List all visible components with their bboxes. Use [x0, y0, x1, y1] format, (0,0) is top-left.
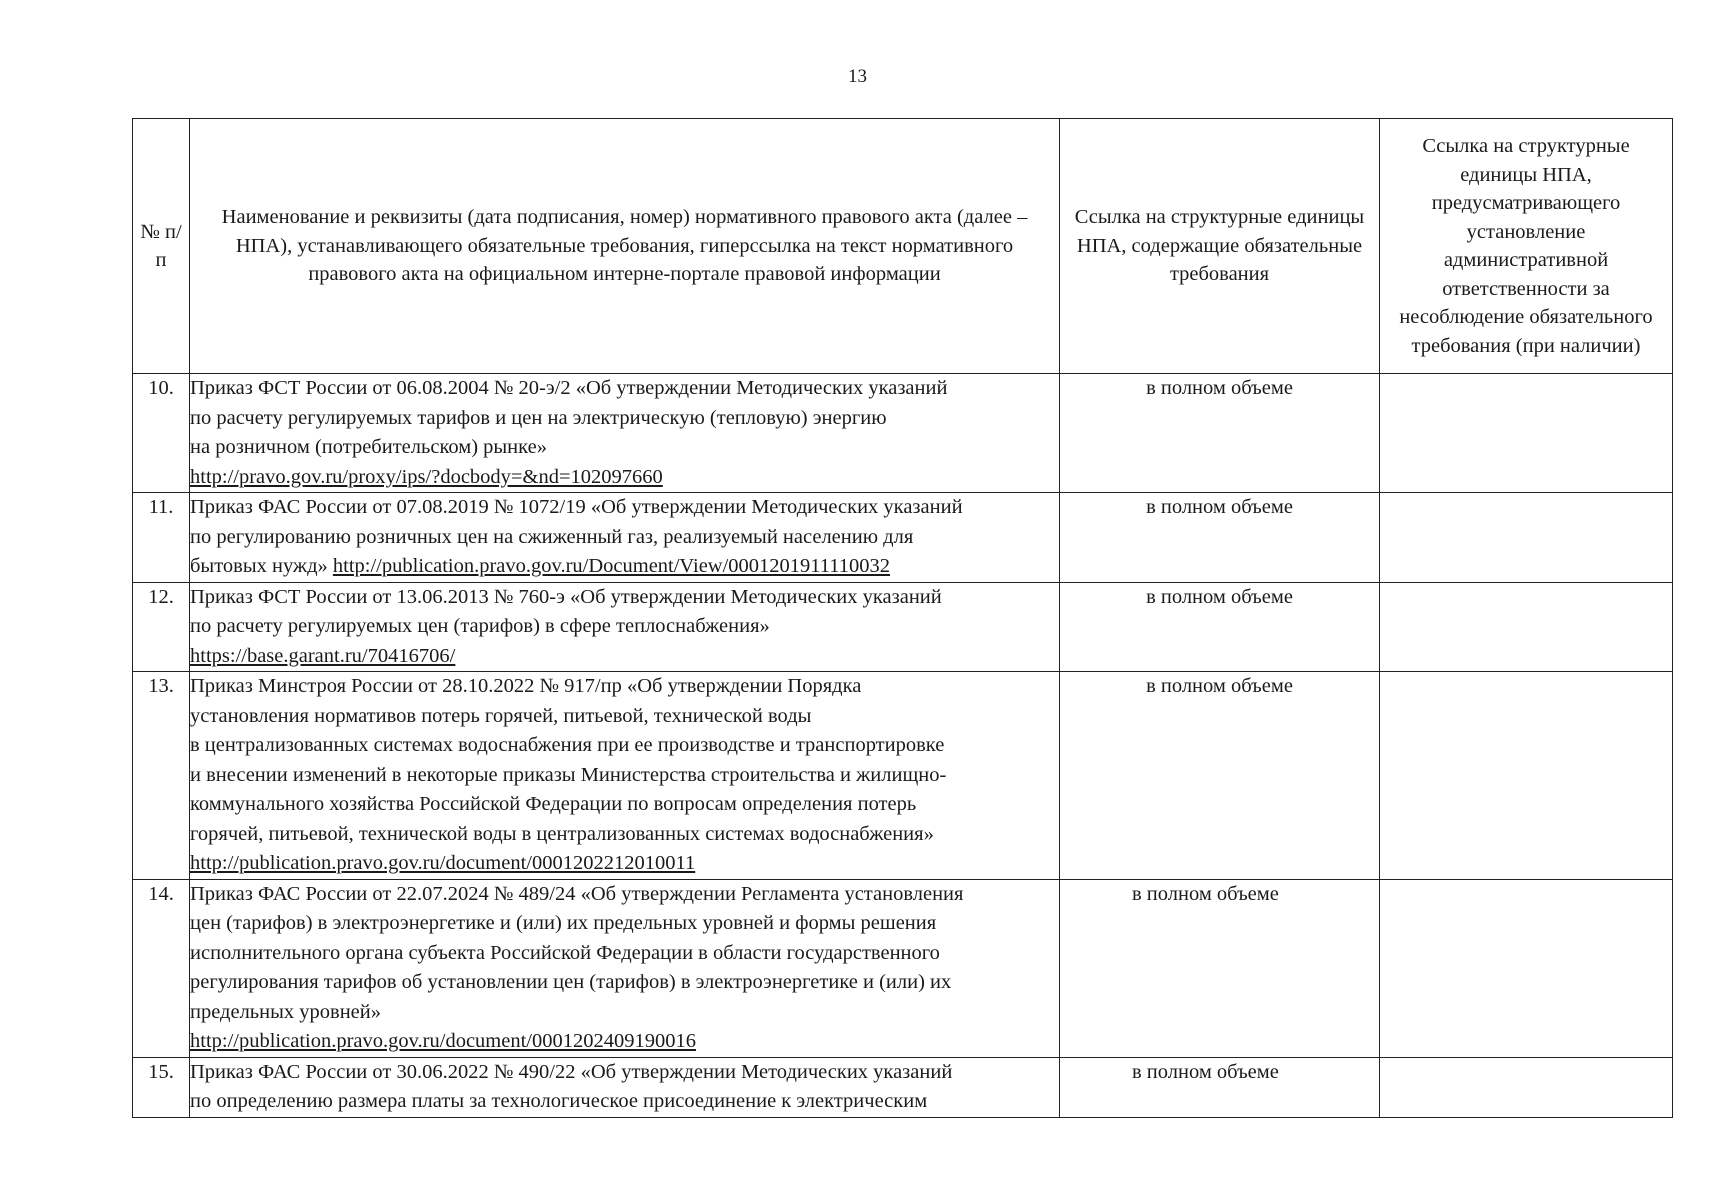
act-name	[190, 879, 1060, 1057]
act-name	[190, 582, 1060, 672]
act-name-line: Приказ ФАС России от 22.07.2024 № 489/24 «Об утверждении Регламента установления	[190, 882, 964, 905]
table-body	[133, 374, 1673, 1118]
act-link[interactable]: http://publication.pravo.gov.ru/Document/View/0001201911110032	[332, 555, 891, 577]
header-ref: Ссылка на структурные единицы НПА, содержащие обязательные требования	[1060, 119, 1380, 374]
row-number: 11.	[133, 493, 190, 583]
act-name-tail: бытовых нужд»	[190, 555, 333, 577]
act-link[interactable]: http://publication.pravo.gov.ru/document/0001202409190016	[190, 1030, 696, 1052]
act-link[interactable]: http://publication.pravo.gov.ru/document/0001202212010011	[190, 852, 696, 874]
act-name-line: предельных уровней»	[190, 1000, 381, 1023]
act-name-line: регулирования тарифов об установлении цен (тарифов) в электроэнергетике и (или) их	[190, 971, 952, 993]
act-link-line	[190, 642, 1059, 672]
admin-ref	[1380, 493, 1673, 583]
act-name-line: Приказ ФАС России от 07.08.2019 № 1072/19 «Об утверждении Методических указаний	[190, 496, 963, 518]
header-row	[133, 119, 1673, 374]
act-name	[190, 493, 1060, 583]
act-name-line: установления нормативов потерь горячей, питьевой, технической воды	[190, 704, 812, 727]
act-name-line: Приказ Минстроя России от 28.10.2022 № 917/пр «Об утверждении Порядка	[190, 675, 862, 697]
table-row	[133, 582, 1673, 672]
act-link-line	[190, 1027, 1059, 1057]
row-number: 15.	[133, 1057, 190, 1117]
row-number: 10.	[133, 374, 190, 493]
requirements-ref: в полном объеме	[1060, 493, 1380, 583]
admin-ref	[1380, 374, 1673, 493]
header-name: Наименование и реквизиты (дата подписания, номер) нормативного правового акта (далее – НПА), устанавливающего обязательные требования, гиперссылка на текст нормативного правового акта на официальном интерне-портале правовой информации	[190, 119, 1060, 374]
act-link[interactable]: https://base.garant.ru/70416706/	[190, 644, 456, 667]
table-row	[133, 374, 1673, 493]
header-num: № п/п	[133, 119, 190, 374]
act-name-line: и внесении изменений в некоторые приказы Министерства строительства и жилищно-	[190, 763, 947, 786]
row-number: 12.	[133, 582, 190, 672]
act-link-line	[190, 849, 1059, 879]
requirements-ref: в полном объеме	[1060, 879, 1380, 1057]
act-name	[190, 1057, 1060, 1117]
npa-table	[132, 118, 1673, 1118]
requirements-ref: в полном объеме	[1060, 672, 1380, 880]
row-number: 13.	[133, 672, 190, 880]
act-name-line: Приказ ФАС России от 30.06.2022 № 490/22 «Об утверждении Методических указаний	[190, 1060, 953, 1083]
act-name	[190, 374, 1060, 493]
table-row	[133, 672, 1673, 880]
admin-ref	[1380, 879, 1673, 1057]
act-name	[190, 672, 1060, 880]
header-admin: Ссылка на структурные единицы НПА, предусматривающего установление административной ответственности за несоблюдение обязательного требования (при наличии)	[1380, 119, 1673, 374]
admin-ref	[1380, 582, 1673, 672]
act-name-line: по расчету регулируемых цен (тарифов) в сфере теплоснабжения»	[190, 615, 770, 637]
act-name-line: Приказ ФСТ России от 06.08.2004 № 20-э/2 «Об утверждении Методических указаний	[190, 377, 948, 399]
table-row	[133, 493, 1673, 583]
page-number: 13	[848, 66, 867, 87]
act-name-line: по определению размера платы за технологическое присоединение к электрическим	[190, 1090, 928, 1112]
act-name-line: исполнительного органа субъекта Российской Федерации в области государственного	[190, 941, 940, 964]
act-name-line: горячей, питьевой, технической воды в централизованных системах водоснабжения»	[190, 822, 934, 845]
act-name-line: по регулированию розничных цен на сжиженный газ, реализуемый населению для	[190, 525, 914, 548]
row-number: 14.	[133, 879, 190, 1057]
act-name-line: в централизованных системах водоснабжения при ее производстве и транспортировке	[190, 734, 945, 756]
act-name-line: на розничном (потребительском) рынке»	[190, 436, 547, 458]
requirements-ref: в полном объеме	[1060, 374, 1380, 493]
table-row	[133, 879, 1673, 1057]
act-name-line: коммунального хозяйства Российской Федерации по вопросам определения потерь	[190, 793, 917, 815]
admin-ref	[1380, 672, 1673, 880]
table-row	[133, 1057, 1673, 1117]
act-link-line	[190, 463, 1059, 493]
act-link-line	[190, 552, 1059, 582]
requirements-ref: в полном объеме	[1060, 582, 1380, 672]
act-name-line: Приказ ФСТ России от 13.06.2013 № 760-э «Об утверждении Методических указаний	[190, 585, 942, 608]
act-link[interactable]: http://pravo.gov.ru/proxy/ips/?docbody=&nd=102097660	[190, 465, 663, 488]
requirements-ref: в полном объеме	[1060, 1057, 1380, 1117]
admin-ref	[1380, 1057, 1673, 1117]
act-name-line: по расчету регулируемых тарифов и цен на электрическую (тепловую) энергию	[190, 406, 887, 429]
table-header	[133, 119, 1673, 374]
act-name-line: цен (тарифов) в электроэнергетике и (или) их предельных уровней и формы решения	[190, 912, 937, 934]
